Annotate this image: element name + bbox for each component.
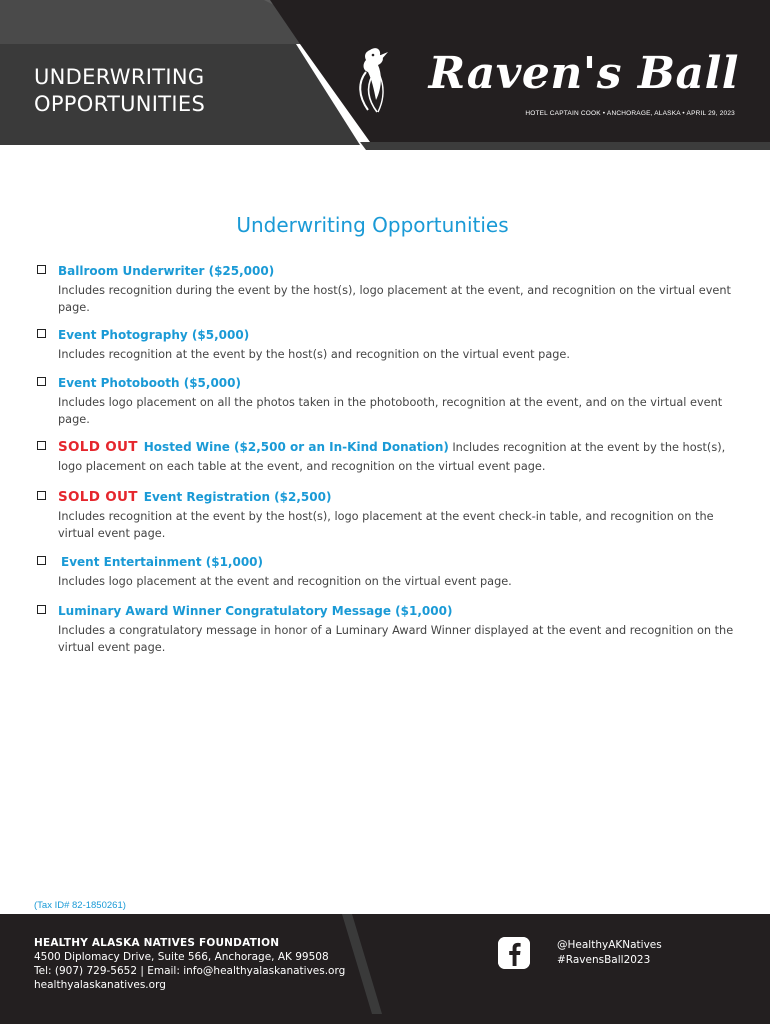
foundation-contact [34, 936, 345, 992]
opportunity-checkbox[interactable] [37, 329, 46, 338]
opportunity-checkbox[interactable] [37, 441, 46, 450]
opportunity-checkbox[interactable] [37, 605, 46, 614]
opportunity-inline-description: Includes recognition at the event by the host(s), [452, 441, 726, 454]
foundation-contact-line: Tel: (907) 729-5652 | Email: info@healthyalaskanatives.org [34, 965, 346, 977]
opportunity-title: Luminary Award Winner Congratulatory Message ($1,000) [58, 604, 453, 618]
opportunity-description: Includes recognition at the event by the host(s), logo placement at the event check-in table, and recognition on the virtual event page. [58, 510, 714, 540]
sold-out-label: SOLD OUT [58, 489, 138, 505]
opportunity-description: Includes logo placement at the event and recognition on the virtual event page. [58, 575, 512, 588]
opportunity-checkbox[interactable] [37, 265, 46, 274]
opportunity-description: Includes a congratulatory message in honor of a Luminary Award Winner displayed at the event and recognition on the virtual event page. [58, 624, 734, 654]
event-hashtag: #RavensBall2023 [557, 954, 651, 966]
sold-out-label: SOLD OUT [58, 439, 138, 455]
opportunity-description: logo placement on each table at the event, and recognition on the virtual event page. [58, 460, 546, 473]
event-details: HOTEL CAPTAIN COOK • ANCHORAGE, ALASKA • APRIL 29, 2023 [525, 110, 735, 117]
opportunity-title: Ballroom Underwriter ($25,000) [58, 264, 275, 278]
opportunity-description: Includes recognition at the event by the host(s) and recognition on the virtual event page. [58, 348, 570, 361]
document-title-line2: OPPORTUNITIES [34, 92, 206, 116]
section-heading: Underwriting Opportunities [236, 213, 509, 237]
foundation-website[interactable]: healthyalaskanatives.org [34, 979, 166, 991]
foundation-name: HEALTHY ALASKA NATIVES FOUNDATION [34, 937, 280, 949]
facebook-icon[interactable] [498, 937, 530, 969]
document-title-line1: UNDERWRITING [34, 65, 205, 89]
opportunity-description: Includes logo placement on all the photos taken in the photobooth, recognition at the event, and on the virtual event page. [58, 396, 723, 426]
opportunity-checkbox[interactable] [37, 556, 46, 565]
opportunity-description: Includes recognition during the event by the host(s), logo placement at the event, and recognition on the virtual event page. [58, 284, 731, 314]
social-info [557, 938, 662, 968]
opportunity-checkbox[interactable] [37, 377, 46, 386]
opportunity-title: Event Photography ($5,000) [58, 328, 250, 342]
foundation-address: 4500 Diplomacy Drive, Suite 566, Anchorage, AK 99508 [34, 951, 329, 963]
brand-name: Raven's Ball [428, 48, 739, 99]
opportunity-checkbox[interactable] [37, 491, 46, 500]
raven-icon [350, 44, 400, 116]
opportunity-title: Event Registration ($2,500) [143, 490, 332, 504]
opportunity-title: Hosted Wine ($2,500 or an In-Kind Donation) [143, 440, 449, 454]
opportunity-title: Event Entertainment ($1,000) [61, 555, 264, 569]
tax-id: (Tax ID# 82-1850261) [34, 900, 126, 911]
social-handle[interactable]: @HealthyAKNatives [557, 939, 662, 951]
document-title [34, 64, 205, 118]
opportunity-title: Event Photobooth ($5,000) [58, 376, 241, 390]
